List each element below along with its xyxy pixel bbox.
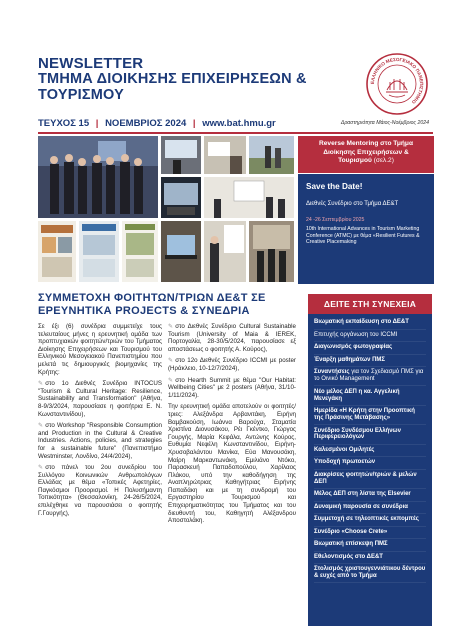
photo-poster-3: [122, 221, 158, 282]
article-paragraph: Σε έξι (6) συνέδρια συμμετείχε τους τελευταίους μήνες η ερευνητική ομάδα των προπτυχιακών φοιτητών/τριών του Τμήματος Διοίκησης Επιχειρήσεων και Τουρισμού του Ελληνικού Μεσογειακού Πανεπιστημίου που μελετά τις δημιουργικές βιομηχανίες της Κρήτης:: [38, 323, 162, 376]
pen-icon: ✎: [38, 422, 44, 430]
pen-icon: ✎: [168, 357, 174, 365]
newsletter-title: NEWSLETTER: [38, 55, 144, 72]
department-title-line1: ΤΜΗΜΑ ΔΙΟΙΚΗΣΗΣ ΕΠΙΧΕΙΡΗΣΕΩΝ &: [38, 71, 307, 87]
issue-number: ΤΕΥΧΟΣ 15: [38, 118, 90, 129]
article-title-line2: ΕΡΕΥΝΗΤΙΚΑ PROJECTS & ΣΥΝΕΔΡΙΑ: [38, 304, 250, 317]
article-paragraph: ✎ στο 12ο Διεθνές Συνέδριο ICCMI με poster (Ηράκλειο, 10-12/7/2024),: [168, 357, 296, 372]
see-next-link[interactable]: Δυναμική παρουσία σε συνέδρια: [314, 502, 426, 515]
see-next-link[interactable]: Στολισμός χριστουγεννιάτικου δέντρου & ευχές από το Τμήμα: [314, 564, 426, 583]
see-next-link[interactable]: Διακρίσεις φοιτητών/τριών & μελών ΔΕΠ: [314, 470, 426, 489]
see-next-link[interactable]: Επιτυχής οργάνωση του ICCMI: [314, 330, 426, 343]
see-next-link[interactable]: Εθελοντισμός στο ΔΕ&Τ: [314, 552, 426, 565]
website-link[interactable]: www.bat.hmu.gr: [202, 118, 276, 129]
photo-screen: [161, 177, 201, 218]
banner-line1: Reverse Mentoring στο Τμήμα: [318, 140, 413, 147]
save-the-date-box: [298, 174, 434, 284]
pen-icon: ✎: [168, 376, 174, 384]
see-next-link[interactable]: Καλεσμένοι Ομιλητές: [314, 445, 426, 458]
photo-collage: [38, 136, 294, 282]
banner-line3: Τουρισμού (σελ.2): [338, 157, 394, 164]
article-paragraph: ✎ στο Workshop "Responsible Consumption and Production in the Cultural & Creative Industries. Actions, policies, and strategies for a sustainable future" (Πανεπιστήμιο Westminster, Λονδίνο, 24/4/2024),: [38, 422, 162, 460]
photo-event-hall: [249, 221, 294, 282]
pen-icon: ✎: [38, 464, 44, 472]
see-next-link[interactable]: Συναντήσεις για τον Σχεδιασμό ΠΜΣ για το Οινικό Management: [314, 367, 426, 386]
see-next-link[interactable]: Μέλος ΔΕΠ στη λίστα της Elsevier: [314, 489, 426, 502]
conference-description: 10th International Advances in Tourism Marketing Conference (ATMC) με θέμα «Resilient Futures & Creative Placemaking: [306, 226, 420, 245]
photo-laptop: [161, 221, 201, 282]
see-next-heading: ΔΕΙΤΕ ΣΤΗ ΣΥΝΕΧΕΙΑ: [308, 294, 432, 314]
photo-audience: [204, 177, 294, 218]
conference-announcement: Διεθνές Συνέδριο στο Τμήμα ΔΕ&Τ: [306, 201, 399, 207]
activity-period: Δραστηριότητα Μάιος-Νοέμβριος 2024: [340, 120, 429, 126]
see-next-link[interactable]: Έναρξη μαθημάτων ΠΜΣ: [314, 355, 426, 368]
see-next-panel: [308, 294, 432, 626]
issue-info: [38, 118, 276, 129]
banner-page-ref: (σελ.2): [373, 157, 394, 164]
separator: |: [95, 118, 99, 129]
see-next-link[interactable]: Υποδοχή πρωτοετών: [314, 457, 426, 470]
save-the-date-title: Save the Date!: [306, 182, 363, 191]
see-next-link[interactable]: Νέο μέλος ΔΕΠ η κα. Αγγελική Μενεγάκη: [314, 386, 426, 405]
sidebar-top: [298, 136, 434, 284]
article-title: [38, 292, 300, 317]
article-paragraph: Την ερευνητική ομάδα αποτελούν οι φοιτητές/τριες: Αλεξάνδρα Αρβανιτάκη, Ειρήνη Βαμβακούση, Ιωάννα Βαρούχα, Σταματία Χριστίνα Διονυσάκου, Ρέι Γκέντκο, Γιώργος Γουργής, Μαρία Κεφάλα, Αντώνης Κούρος, Ευθυμία Νεφέλη Κωνσταντινίδου, Ειρήνη-Χρυσοβαλάντου Μανίκα, Εύα Μανουσάκη, Μαίρη Μαρκαντωνάκη, Εμιλιάνο Ντόκο, Παρασκευή Παπαδοπούλου, Χαρίλαος Πλάκου, υπό την καθοδήγηση της Αναπληρώτριας Καθηγήτριας Ειρήνης Παπαδάκη και με τη συνδρομή του Εργαστηρίου Τουρισμού και Επιχειρηματικότητας του Τμήματος και του διευθυντή του, Καθηγητή Αλέξανδρου Αποστολάκη.: [168, 403, 296, 525]
article-title-line1: ΣΥΜΜΕΤΟΧΗ ΦΟΙΤΗΤΩΝ/ΤΡΙΩΝ ΔΕ&Τ ΣΕ: [38, 292, 266, 304]
university-logo: [365, 52, 429, 116]
see-next-link[interactable]: Συνέδριο Συνδέσμου Ελλήνων Περιφερειολόγων: [314, 425, 426, 444]
reverse-mentoring-banner[interactable]: [298, 136, 434, 173]
photo-poster: [38, 221, 76, 282]
see-next-link[interactable]: Συμμετοχή σε τηλεοπτικές εκπομπές: [314, 514, 426, 527]
separator: |: [192, 118, 196, 129]
photo-poster-2: [79, 221, 119, 282]
photo-outdoor: [249, 136, 294, 174]
see-next-list: [308, 314, 432, 586]
see-next-link[interactable]: Διαγωνισμός φωτογραφίας: [314, 342, 426, 355]
see-next-link[interactable]: Βιωματική επίσκεψη ΠΜΣ: [314, 539, 426, 552]
photo-group-conference: [38, 136, 158, 218]
see-next-link[interactable]: Βιωματική εκπαίδευση στο ΔΕ&Τ: [314, 317, 426, 330]
svg-text:ΕΛΛΗΝΙΚΟ ΜΕΣΟΓΕΙΑΚΟ ΠΑΝΕΠΙΣΤΗΜ: ΕΛΛΗΝΙΚΟ ΜΕΣΟΓΕΙΑΚΟ ΠΑΝΕΠΙΣΤΗΜΙΟ: [369, 56, 425, 105]
pen-icon: ✎: [38, 380, 44, 388]
issue-month: ΝΟΕΜΒΡΙΟΣ 2024: [105, 118, 187, 129]
photo-students-poster: [204, 221, 246, 282]
photo-room: [204, 136, 246, 174]
newsletter-header: [38, 56, 378, 103]
see-next-link[interactable]: Συνέδριο «Choose Crete»: [314, 527, 426, 540]
article-column-1: [38, 323, 162, 521]
banner-line2: Διοίκησης Επιχειρήσεων &: [323, 148, 409, 156]
photo-presentation: [161, 136, 201, 174]
pen-icon: ✎: [168, 323, 174, 330]
article-paragraph: ✎ στο πάνελ του 2ου συνεδρίου του Συλλόγου Κοινωνικών Ανθρωπολόγων Ελλάδας με θέμα «Τοπικές Αφετηρίες, Παγκόσμιοι Προορισμοί. Η Πολυσήμαντη Τοπικότητα» (Θεσσαλονίκη, 24-26/5/2024, επιλέχθηκε να παρουσιάσει ο φοιτητής Γ.Γουργής),: [38, 464, 162, 517]
department-title-line2: ΤΟΥΡΙΣΜΟΥ: [38, 87, 124, 103]
article-paragraph: ✎ στο Hearth Summit με θέμα "Our Habitat: Wellbeing Cities" με 2 posters (Αθήνα, 31/10-1/11/2024).: [168, 376, 296, 399]
article-column-2: [168, 323, 296, 529]
header-rule: [38, 132, 433, 134]
conference-date: 24 -26 Σεπτεμβρίου 2025: [306, 217, 365, 223]
see-next-link[interactable]: Ημερίδα «Η Κρήτη στην Προοπτική της Πράσινης Μετάβασης»: [314, 406, 426, 425]
article-paragraph: ✎ στο 1ο Διεθνές Συνέδριο INTOCUS "Tourism & Cultural Heritage: Resilience, Sustainability and Transformation" (Αθήνα, 8-9/3/2024, παρουσίασε η φοιτήτρια Ε. Ν. Κωνσταντινίδου),: [38, 380, 162, 418]
article-paragraph: ✎ στο Διεθνές Συνέδριο Cultural Sustainable Tourism (University of Maia & IEREK, Πορτογαλία, 28-30/5/2024, παρουσίασε εξ αποστάσεως ο φοιτητής Α. Κούρος),: [168, 323, 296, 353]
